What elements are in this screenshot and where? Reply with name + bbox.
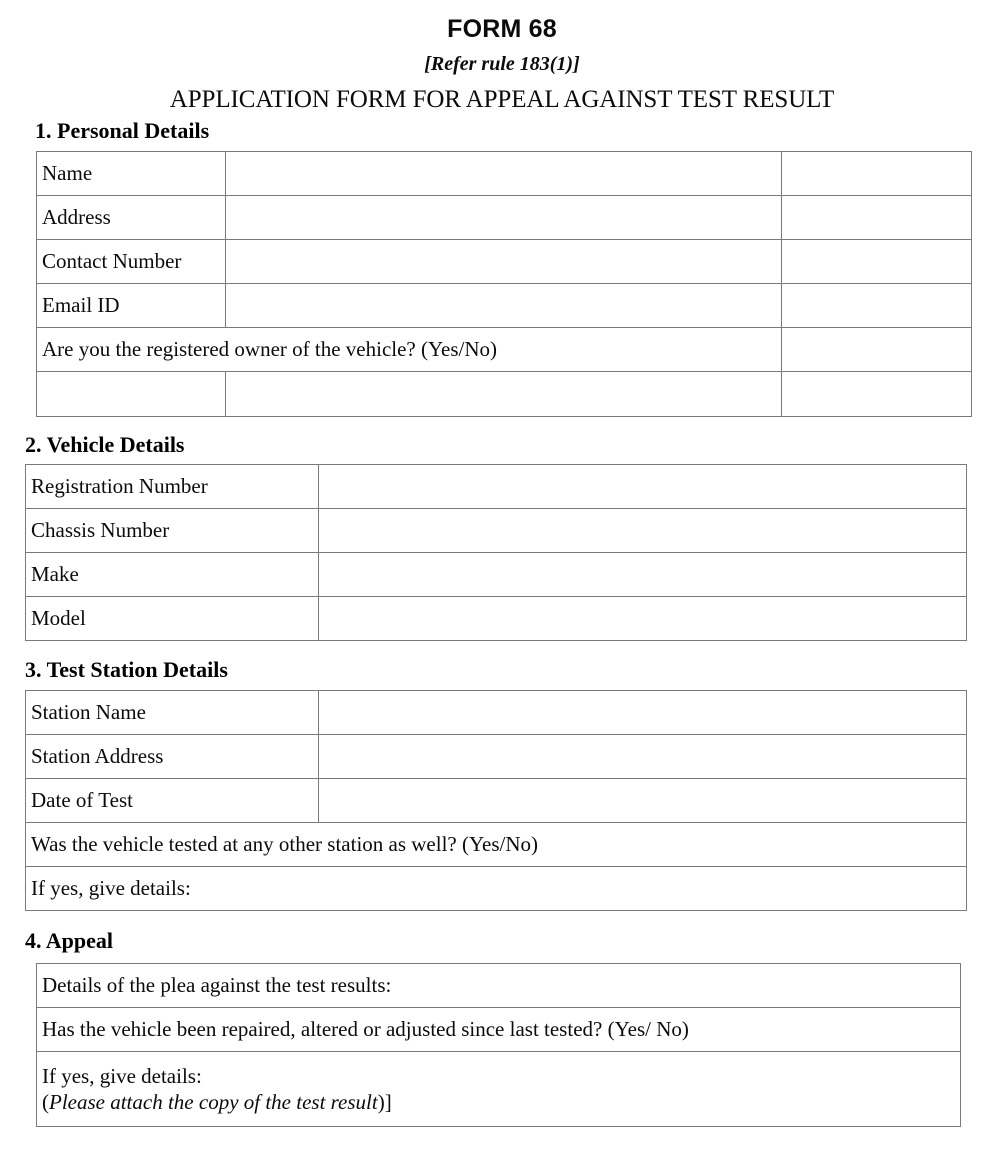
field-contact-number[interactable]	[226, 240, 782, 284]
label-make: Make	[26, 553, 319, 597]
field-station-address[interactable]	[319, 735, 967, 779]
field-chassis-number[interactable]	[319, 509, 967, 553]
table-row	[26, 867, 967, 911]
document-header	[0, 0, 1004, 112]
field-station-name[interactable]	[319, 691, 967, 735]
form-title: FORM 68	[447, 15, 557, 43]
table-row	[26, 509, 967, 553]
table-row	[26, 597, 967, 641]
label-date-of-test: Date of Test	[26, 779, 319, 823]
label-address: Address	[37, 196, 226, 240]
table-row	[26, 691, 967, 735]
table-row	[37, 1008, 961, 1052]
test-station-details-table	[25, 690, 967, 911]
field-contact-number-extra[interactable]	[782, 240, 972, 284]
label-extra-blank[interactable]	[37, 372, 226, 417]
label-station-address: Station Address	[26, 735, 319, 779]
table-row	[37, 372, 972, 417]
table-row	[37, 284, 972, 328]
field-email-id-extra[interactable]	[782, 284, 972, 328]
if-yes-give-details-text: If yes, give details:	[42, 1064, 202, 1089]
label-model: Model	[26, 597, 319, 641]
field-name-extra[interactable]	[782, 152, 972, 196]
table-row	[26, 553, 967, 597]
attach-note-italic-text: Please attach the copy of the test result	[49, 1090, 378, 1114]
field-model[interactable]	[319, 597, 967, 641]
field-address[interactable]	[226, 196, 782, 240]
label-appeal-if-yes-details[interactable]	[37, 1052, 961, 1127]
table-row	[26, 735, 967, 779]
field-registration-number[interactable]	[319, 465, 967, 509]
table-row	[26, 779, 967, 823]
attach-note-open-paren: (	[42, 1090, 49, 1114]
field-registered-owner-answer[interactable]	[782, 328, 972, 372]
section-heading-personal-details: 1. Personal Details	[35, 118, 210, 143]
table-row	[37, 328, 972, 372]
personal-details-table	[36, 151, 972, 417]
field-extra-blank[interactable]	[226, 372, 782, 417]
field-extra-blank-right[interactable]	[782, 372, 972, 417]
field-date-of-test[interactable]	[319, 779, 967, 823]
section-heading-vehicle-details: 2. Vehicle Details	[25, 432, 185, 457]
table-row	[26, 465, 967, 509]
table-row	[26, 823, 967, 867]
label-registered-owner-question: Are you the registered owner of the vehicle? (Yes/No)	[37, 328, 782, 372]
label-contact-number: Contact Number	[37, 240, 226, 284]
field-email-id[interactable]	[226, 284, 782, 328]
table-row	[37, 152, 972, 196]
label-station-name: Station Name	[26, 691, 319, 735]
rule-reference: [Refer rule 183(1)]	[424, 53, 580, 75]
table-row	[37, 196, 972, 240]
field-name[interactable]	[226, 152, 782, 196]
label-station-if-yes-details[interactable]: If yes, give details:	[26, 867, 967, 911]
label-chassis-number: Chassis Number	[26, 509, 319, 553]
label-name: Name	[37, 152, 226, 196]
page-title: APPLICATION FORM FOR APPEAL AGAINST TEST RESULT	[169, 86, 835, 113]
field-address-extra[interactable]	[782, 196, 972, 240]
table-row	[37, 1052, 961, 1127]
label-plea-details[interactable]: Details of the plea against the test results:	[37, 964, 961, 1008]
appeal-table	[36, 963, 961, 1127]
section-heading-test-station-details: 3. Test Station Details	[25, 657, 228, 682]
vehicle-details-table	[25, 464, 967, 641]
field-make[interactable]	[319, 553, 967, 597]
table-row	[37, 240, 972, 284]
section-heading-appeal: 4. Appeal	[25, 928, 114, 953]
label-registration-number: Registration Number	[26, 465, 319, 509]
attach-note-close-bracket: )]	[377, 1090, 392, 1114]
label-email-id: Email ID	[37, 284, 226, 328]
label-other-station-question: Was the vehicle tested at any other station as well? (Yes/No)	[26, 823, 967, 867]
label-repaired-question: Has the vehicle been repaired, altered or adjusted since last tested? (Yes/ No)	[37, 1008, 961, 1052]
table-row	[37, 964, 961, 1008]
